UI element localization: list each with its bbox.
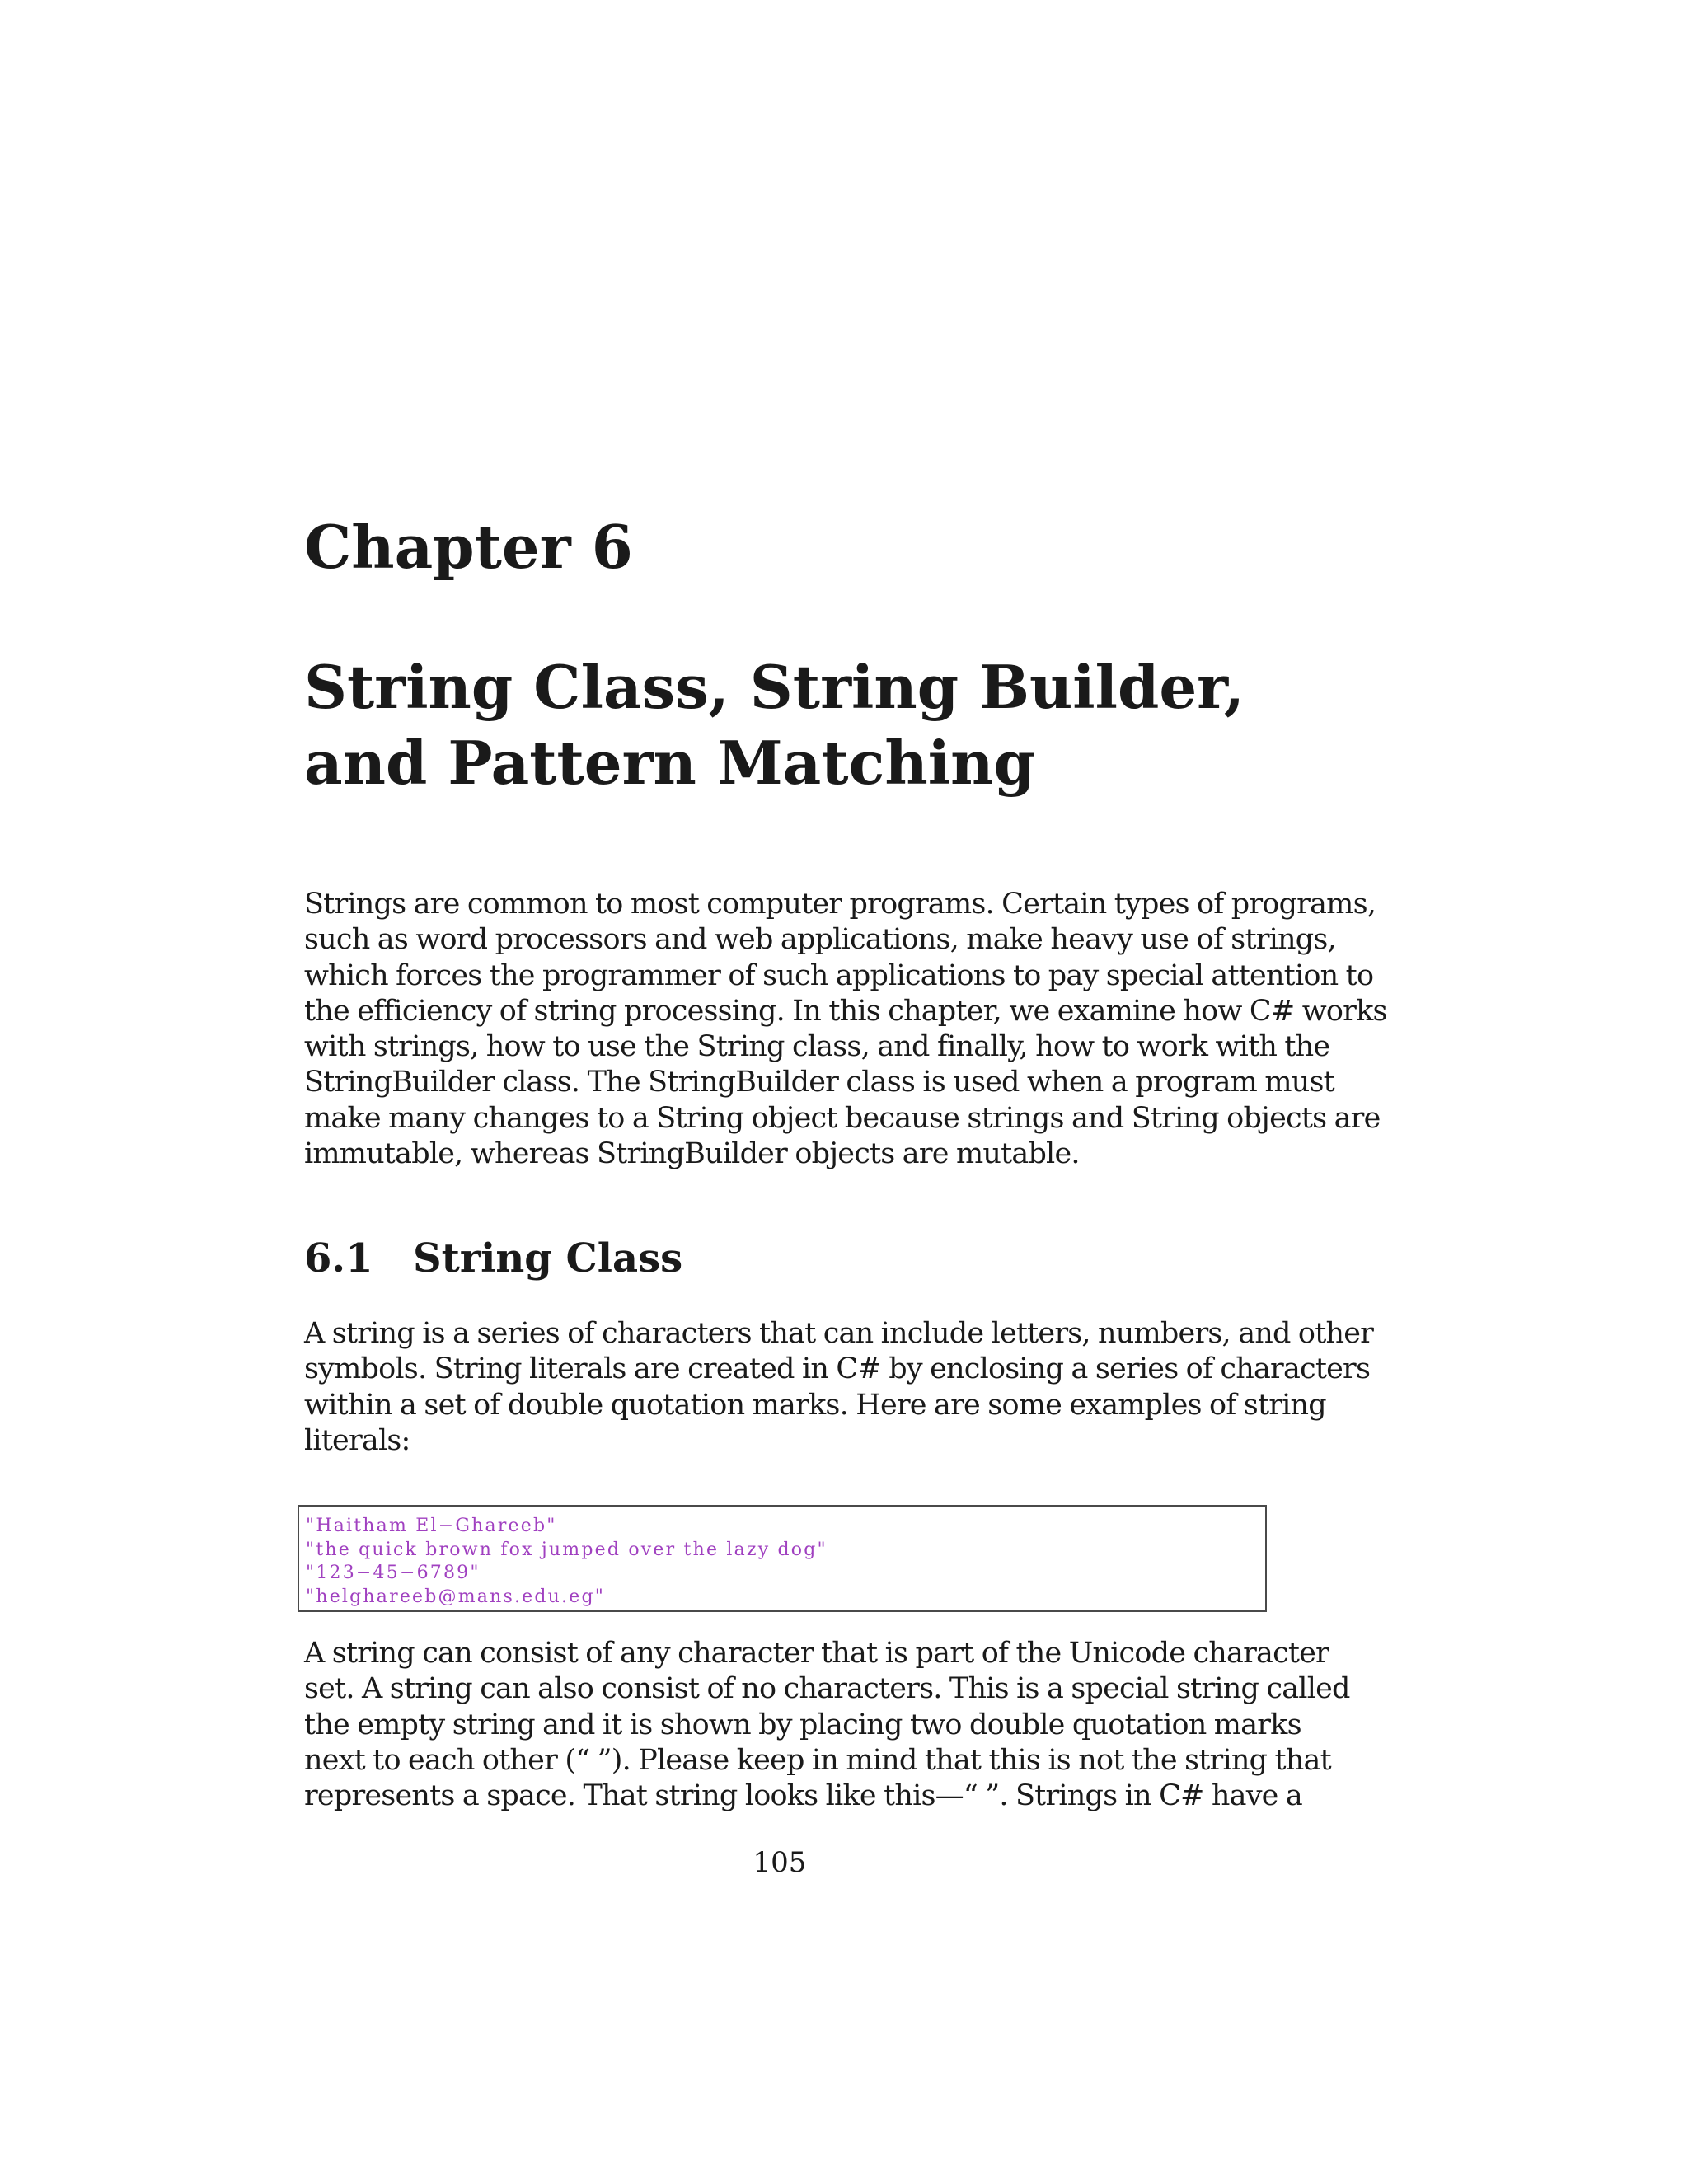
text-line: such as word processors and web applications, make heavy use of strings, [304,923,1336,957]
text-line: symbols. String literals are created in C# by enclosing a series of characters [304,1352,1371,1386]
section-heading [304,1235,683,1282]
chapter-title-line: String Class, String Builder, [304,652,1245,722]
body-paragraph [304,1636,1350,1814]
section-number: 6.1 [304,1235,373,1282]
chapter-title-line: and Pattern Matching [304,728,1035,798]
text-line: StringBuilder class. The StringBuilder class is used when a program must [304,1066,1334,1099]
text-line: set. A string can also consist of no characters. This is a special string called [304,1672,1350,1706]
text-line: literals: [304,1423,410,1457]
chapter-label: Chapter 6 [304,512,633,582]
code-line: "Haitham El−Ghareeb" [306,1516,557,1536]
text-line: A string can consist of any character that is part of the Unicode character [304,1637,1329,1670]
text-line: the efficiency of string processing. In this chapter, we examine how C# works [304,994,1387,1028]
intro-paragraph [304,887,1387,1172]
text-line: make many changes to a String object because strings and String objects are [304,1101,1381,1135]
text-line: the empty string and it is shown by placing two double quotation marks [304,1708,1301,1741]
text-line: represents a space. That string looks like this—“ ”. Strings in C# have a [304,1779,1302,1813]
body-paragraph [304,1316,1374,1459]
text-line: A string is a series of characters that can include letters, numbers, and other [304,1317,1374,1350]
text-line: Strings are common to most computer programs. Certain types of programs, [304,888,1376,921]
code-line: "helghareeb@mans.edu.eg" [306,1586,606,1607]
text-line: which forces the programmer of such applications to pay special attention to [304,958,1374,992]
page-number: 105 [753,1846,807,1879]
section-title: String Class [413,1235,683,1282]
code-line: "123−45−6789" [306,1563,481,1583]
text-line: with strings, how to use the String class, and finally, how to work with the [304,1030,1330,1064]
text-line: immutable, whereas StringBuilder objects are mutable. [304,1137,1080,1171]
code-line: "the quick brown fox jumped over the lazy dog" [306,1539,828,1560]
chapter-title [304,649,1376,801]
text-line: within a set of double quotation marks. Here are some examples of string [304,1388,1326,1422]
text-line: next to each other (“ ”). Please keep in mind that this is not the string that [304,1743,1331,1777]
code-listing [298,1505,1267,1612]
